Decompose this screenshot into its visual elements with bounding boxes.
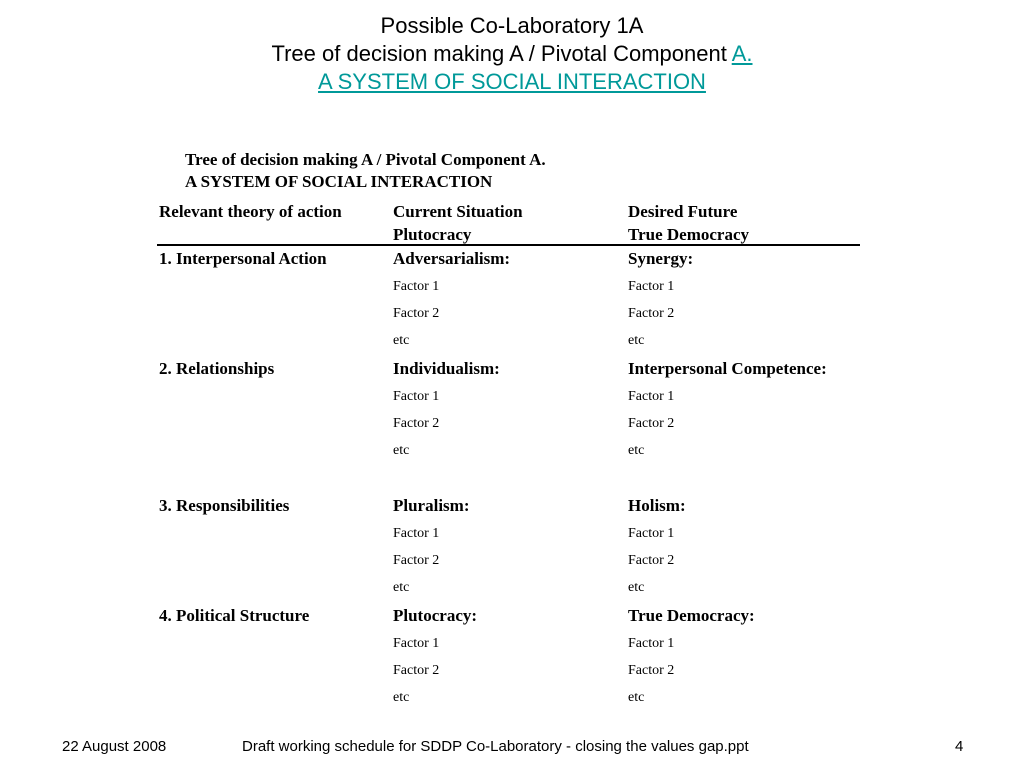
future-factor: etc	[628, 333, 645, 348]
future-factor: Factor 2	[628, 663, 675, 678]
header-divider	[157, 244, 860, 246]
header-current: Current Situation	[393, 202, 523, 221]
row-theory: 3. Responsibilities	[159, 496, 290, 515]
caption-line-2: A SYSTEM OF SOCIAL INTERACTION	[185, 172, 493, 191]
title-line-1: Possible Co-Laboratory 1A	[380, 13, 644, 38]
current-factor: Factor 1	[393, 636, 440, 651]
row-theory: 4. Political Structure	[159, 606, 310, 625]
row-future: True Democracy:	[628, 606, 755, 625]
footer-date: 22 August 2008	[62, 738, 167, 755]
current-factor: Factor 2	[393, 663, 440, 678]
future-factor: Factor 2	[628, 416, 675, 431]
row-theory: 1. Interpersonal Action	[159, 249, 327, 268]
future-factor: Factor 1	[628, 636, 675, 651]
current-factor: etc	[393, 333, 410, 348]
current-factor: Factor 2	[393, 553, 440, 568]
row-current: Pluralism:	[393, 496, 470, 515]
footer-filename: Draft working schedule for SDDP Co-Laboratory - closing the values gap.ppt	[242, 738, 749, 755]
future-factor: Factor 1	[628, 279, 675, 294]
current-factor: etc	[393, 580, 410, 595]
current-factor: etc	[393, 690, 410, 705]
header-future-sub: True Democracy	[628, 225, 749, 244]
future-factor: etc	[628, 580, 645, 595]
header-theory: Relevant theory of action	[159, 202, 342, 221]
header-current-sub: Plutocracy	[393, 225, 472, 244]
future-factor: Factor 2	[628, 306, 675, 321]
row-current: Individualism:	[393, 359, 500, 378]
row-future: Holism:	[628, 496, 686, 515]
current-factor: Factor 1	[393, 526, 440, 541]
row-current: Adversarialism:	[393, 249, 511, 268]
header-future: Desired Future	[628, 202, 738, 221]
row-theory: 2. Relationships	[159, 359, 275, 378]
current-factor: Factor 1	[393, 389, 440, 404]
title-link-a[interactable]: A.	[731, 41, 753, 66]
future-factor: etc	[628, 690, 645, 705]
footer-page-number: 4	[955, 738, 964, 755]
future-factor: Factor 1	[628, 526, 675, 541]
table-caption	[185, 149, 546, 193]
row-future: Synergy:	[628, 249, 694, 268]
future-factor: Factor 2	[628, 553, 675, 568]
title-line-2-text: Tree of decision making A / Pivotal Component	[271, 41, 732, 66]
row-future: Interpersonal Competence:	[628, 359, 827, 378]
current-factor: Factor 1	[393, 279, 440, 294]
future-factor: Factor 1	[628, 389, 675, 404]
title-link-system[interactable]: A SYSTEM OF SOCIAL INTERACTION	[318, 69, 706, 94]
row-current: Plutocracy:	[393, 606, 478, 625]
future-factor: etc	[628, 443, 645, 458]
current-factor: etc	[393, 443, 410, 458]
current-factor: Factor 2	[393, 306, 440, 321]
current-factor: Factor 2	[393, 416, 440, 431]
caption-line-1: Tree of decision making A / Pivotal Component A.	[185, 150, 546, 169]
